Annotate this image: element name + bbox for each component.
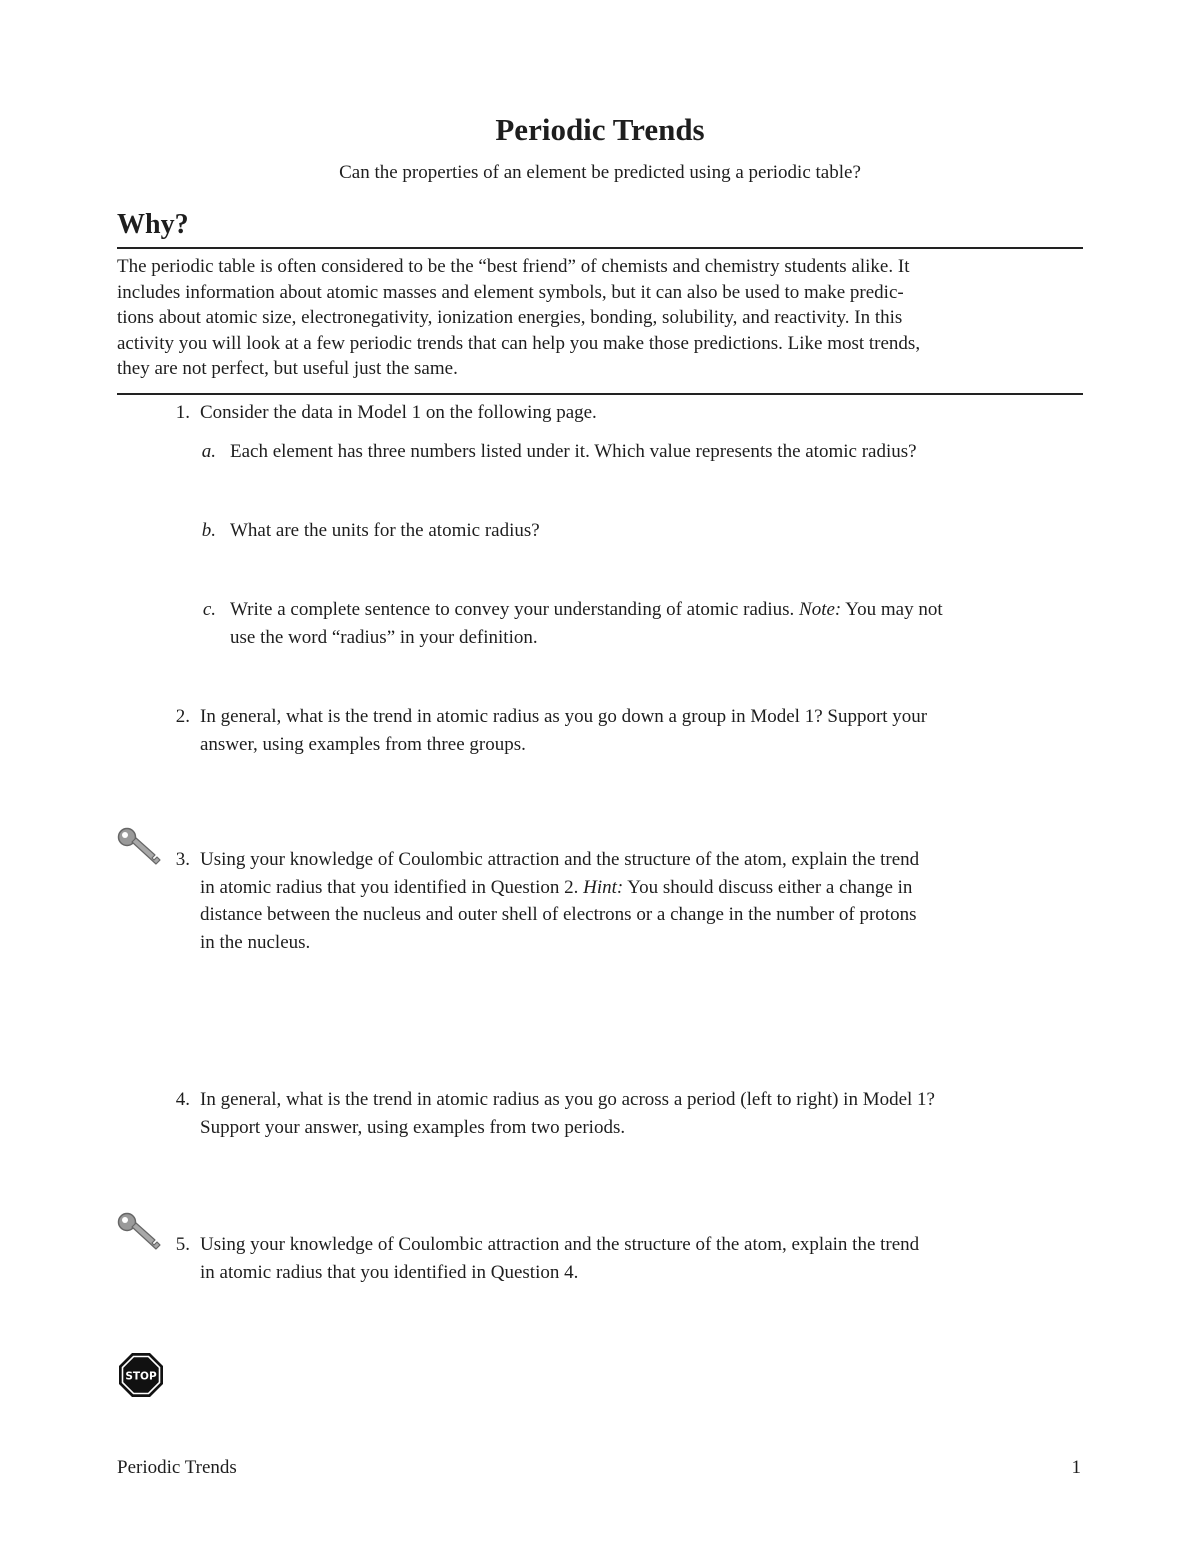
question-line: in the nucleus.: [200, 931, 311, 953]
question-text: [200, 1086, 935, 1141]
subquestion-c-text-part: You may not: [841, 599, 943, 620]
why-line: The periodic table is often considered to be the “best friend” of chemists and chemistry students alike. It: [117, 256, 910, 277]
note-label: Note:: [799, 599, 842, 620]
key-icon: [116, 826, 162, 870]
question-number: 3.: [175, 849, 190, 870]
subquestion-c-text-part: use the word “radius” in your definition.: [230, 626, 538, 648]
subquestion-letter: a.: [201, 441, 216, 462]
subquestion-a-text: Each element has three numbers listed under it. Which value represents the atomic radius?: [230, 441, 917, 462]
subquestion-c-text-part: Write a complete sentence to convey your understanding of atomic radius.: [230, 599, 800, 620]
question-text: [200, 1231, 919, 1286]
question-line: answer, using examples from three groups.: [200, 733, 526, 755]
why-line: tions about atomic size, electronegativity, ionization energies, bonding, solubility, and reactivity. In this: [117, 307, 903, 328]
page-title: Periodic Trends: [495, 112, 705, 147]
question-text: [200, 703, 927, 758]
page-subtitle: Can the properties of an element be predicted using a periodic table?: [339, 162, 861, 183]
subquestion-letter: b.: [201, 520, 216, 541]
question-line: in atomic radius that you identified in Question 2.: [200, 876, 584, 898]
question-number: 2.: [175, 706, 190, 727]
key-icon: [116, 1211, 162, 1255]
subquestion-b-text: What are the units for the atomic radius?: [230, 520, 540, 541]
why-line: includes information about atomic masses and element symbols, but it can also be used to make predic-: [117, 281, 904, 303]
question-line: distance between the nucleus and outer shell of electrons or a change in the number of protons: [200, 904, 917, 925]
why-heading: Why?: [117, 209, 189, 240]
question-number: 1.: [175, 402, 190, 423]
question-line: In general, what is the trend in atomic radius as you go across a period (left to right) in Model 1?: [200, 1089, 935, 1110]
question-text: [200, 846, 919, 956]
stop-sign-icon: [118, 1352, 164, 1398]
why-top-rule: [117, 247, 1083, 249]
why-line: activity you will look at a few periodic trends that can help you make those predictions. Like most trends,: [117, 332, 921, 354]
question-line: In general, what is the trend in atomic radius as you go down a group in Model 1? Support your: [200, 706, 928, 727]
why-paragraph: [117, 254, 1083, 382]
subquestion-c-text: [230, 596, 943, 651]
stop-sign-label: STOP: [125, 1370, 157, 1383]
why-line: they are not perfect, but useful just the same.: [117, 358, 458, 379]
question-line: in atomic radius that you identified in Question 4.: [200, 1261, 579, 1283]
question-text: Consider the data in Model 1 on the following page.: [200, 402, 597, 423]
why-bottom-rule: [117, 393, 1083, 395]
question-line: Support your answer, using examples from two periods.: [200, 1116, 626, 1138]
question-number: 5.: [175, 1234, 190, 1255]
question-line: Using your knowledge of Coulombic attraction and the structure of the atom, explain the trend: [200, 1234, 920, 1255]
subquestion-letter: c.: [202, 599, 216, 620]
footer-page-number: 1: [1071, 1457, 1081, 1478]
hint-label: Hint:: [583, 876, 624, 898]
question-line: Using your knowledge of Coulombic attraction and the structure of the atom, explain the trend: [200, 849, 920, 870]
question-line: You should discuss either a change in: [623, 876, 913, 898]
question-number: 4.: [175, 1089, 190, 1110]
footer-title: Periodic Trends: [117, 1457, 237, 1478]
